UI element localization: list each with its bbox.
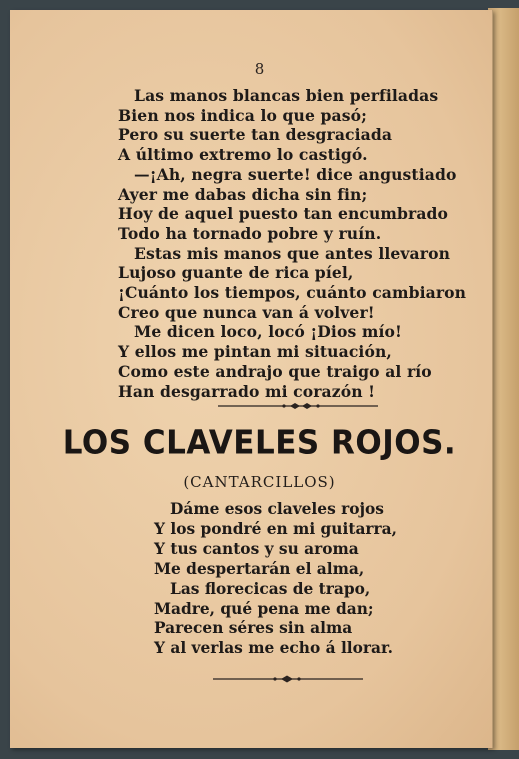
verse-line: Y al verlas me echo á llorar. — [154, 639, 394, 658]
verse-line: Estas mis manos que antes llevaron — [134, 243, 451, 263]
verse-line: Hoy de aquel puesto tan encumbrado — [118, 204, 449, 224]
verse-line: A último extremo lo castigó. — [118, 145, 368, 165]
verse-line: Como este andrajo que traigo al río — [118, 361, 432, 381]
verse-line: Dáme esos claveles rojos — [170, 500, 384, 518]
verse-line: Madre, qué pena me dan; — [154, 599, 374, 618]
verse-line: Todo ha tornado pobre y ruín. — [118, 223, 382, 243]
verse-line: Creo que nunca van á volver! — [118, 302, 375, 322]
verse-line: Y ellos me pintan mi situación, — [118, 342, 392, 362]
verse-line: Parecen séres sin alma — [154, 619, 353, 638]
page-number: 8 — [254, 60, 265, 78]
verse-line: —¡Ah, negra suerte! dice angustiado — [134, 164, 457, 184]
verse-line: Ayer me dabas dicha sin fin; — [118, 184, 368, 204]
verse-line: Me dicen loco, locó ¡Dios mío! — [134, 322, 402, 342]
verse-line: Me despertarán el alma, — [154, 559, 365, 578]
song-subtitle: (CANTARCILLOS) — [183, 473, 336, 491]
verse-line: Bien nos indica lo que pasó; — [118, 105, 367, 125]
verse-line: Pero su suerte tan desgraciada — [118, 125, 393, 145]
ornamental-divider-bottom — [213, 674, 363, 684]
verse-line: Y los pondré en mi guitarra, — [154, 519, 397, 538]
verse-line: Las florecicas de trapo, — [170, 579, 371, 598]
verse-line: ¡Cuánto los tiempos, cuánto cambiaron — [118, 283, 467, 303]
song-verse-block — [154, 500, 397, 659]
poem-verse-block — [118, 86, 466, 401]
verse-line: Han desgarrado mi corazón ! — [118, 381, 376, 401]
verse-line: Lujoso guante de rica píel, — [118, 263, 354, 283]
ornamental-divider — [218, 401, 378, 411]
verse-line: Las manos blancas bien perfiladas — [134, 86, 439, 105]
song-title: LOS CLAVELES ROJOS. — [62, 424, 457, 462]
verse-line: Y tus cantos y su aroma — [154, 539, 359, 558]
